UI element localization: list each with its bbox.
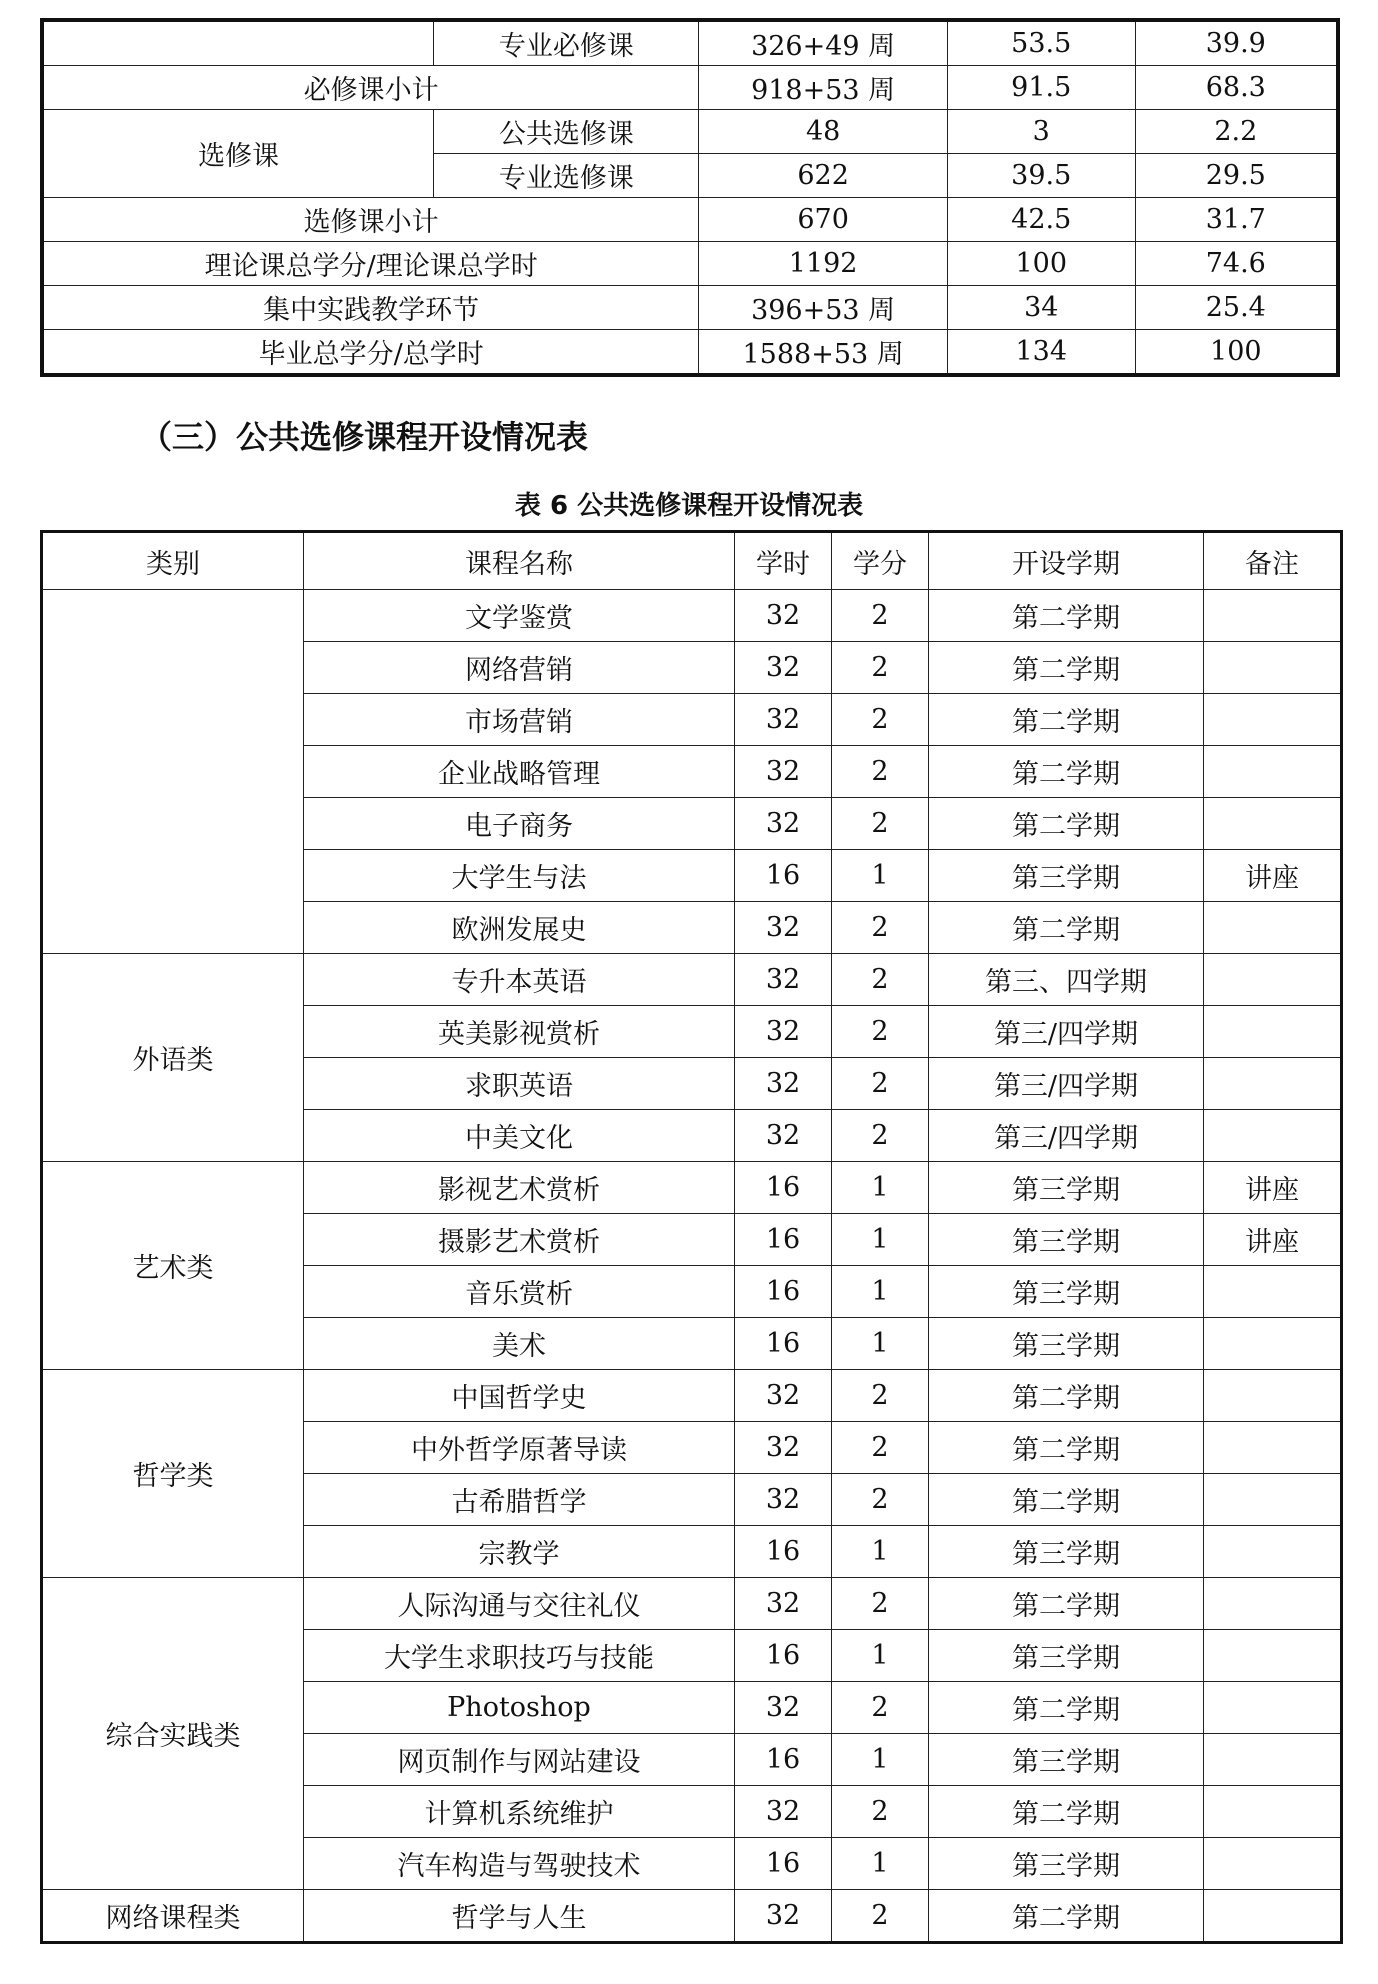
note-cell [1204,1890,1342,1943]
hours-cell: 32 [735,694,832,746]
note-cell: 讲座 [1204,850,1342,902]
note-cell [1204,1318,1342,1370]
category-cell: 外语类 [42,954,304,1162]
hours-cell: 326+49 周 [699,20,948,66]
hours-cell: 16 [735,1734,832,1786]
course-name-cell: 哲学与人生 [304,1890,735,1943]
hours-cell: 32 [735,1890,832,1943]
credits-cell: 134 [947,330,1135,376]
hours-cell: 32 [735,798,832,850]
credits-cell: 2 [832,746,929,798]
credits-cell: 1 [832,1266,929,1318]
term-cell: 第三学期 [929,1734,1204,1786]
hours-cell: 16 [735,1318,832,1370]
course-name-cell: 专升本英语 [304,954,735,1006]
note-cell [1204,1578,1342,1630]
hours-cell: 16 [735,1526,832,1578]
course-name-cell: 网页制作与网站建设 [304,1734,735,1786]
term-cell: 第二学期 [929,1422,1204,1474]
note-cell [1204,1370,1342,1422]
term-cell: 第三/四学期 [929,1058,1204,1110]
table-row [42,1890,1342,1943]
credits-cell: 1 [832,1630,929,1682]
credits-cell: 91.5 [947,66,1135,110]
term-cell: 第三学期 [929,1838,1204,1890]
table-row [42,330,1338,376]
hours-cell: 670 [699,198,948,242]
credits-cell: 3 [947,110,1135,154]
hours-cell: 32 [735,1786,832,1838]
subcategory-cell: 专业选修课 [434,154,699,198]
term-cell: 第三、四学期 [929,954,1204,1006]
section-heading: （三）公共选修课程开设情况表 [140,418,589,456]
note-cell [1204,1838,1342,1890]
term-cell: 第二学期 [929,642,1204,694]
hours-cell: 1192 [699,242,948,286]
term-cell: 第二学期 [929,1474,1204,1526]
row-label: 毕业总学分/总学时 [42,330,699,376]
percent-cell: 31.7 [1135,198,1338,242]
category-cell: 综合实践类 [42,1578,304,1890]
hours-cell: 32 [735,1006,832,1058]
table-caption: 表 6 公共选修课程开设情况表 [514,491,864,521]
hours-cell: 16 [735,1162,832,1214]
course-name-cell: 市场营销 [304,694,735,746]
hours-cell: 918+53 周 [699,66,948,110]
course-name-cell: 中国哲学史 [304,1370,735,1422]
term-cell: 第三学期 [929,1266,1204,1318]
course-name-cell: 电子商务 [304,798,735,850]
note-cell [1204,1474,1342,1526]
course-name-cell: 文学鉴赏 [304,590,735,642]
percent-cell: 100 [1135,330,1338,376]
credits-cell: 1 [832,1838,929,1890]
hours-cell: 622 [699,154,948,198]
note-cell [1204,798,1342,850]
hours-cell: 1588+53 周 [699,330,948,376]
table-row [42,66,1338,110]
course-name-cell: Photoshop [304,1682,735,1734]
percent-cell: 68.3 [1135,66,1338,110]
term-cell: 第三/四学期 [929,1110,1204,1162]
term-cell: 第二学期 [929,746,1204,798]
course-name-cell: 大学生求职技巧与技能 [304,1630,735,1682]
note-cell [1204,590,1342,642]
credits-cell: 2 [832,590,929,642]
category-cell [42,590,304,954]
column-header: 开设学期 [929,532,1204,590]
note-cell [1204,642,1342,694]
credits-cell: 2 [832,1682,929,1734]
hours-cell: 48 [699,110,948,154]
hours-cell: 16 [735,1214,832,1266]
hours-cell: 32 [735,902,832,954]
note-cell [1204,1006,1342,1058]
term-cell: 第三学期 [929,1630,1204,1682]
credits-cell: 39.5 [947,154,1135,198]
table-row [42,286,1338,330]
credits-cell: 2 [832,902,929,954]
course-name-cell: 宗教学 [304,1526,735,1578]
percent-cell: 2.2 [1135,110,1338,154]
table-row [42,198,1338,242]
term-cell: 第三/四学期 [929,1006,1204,1058]
hours-cell: 32 [735,1422,832,1474]
credits-cell: 2 [832,1422,929,1474]
percent-cell: 74.6 [1135,242,1338,286]
course-name-cell: 摄影艺术赏析 [304,1214,735,1266]
credits-cell: 2 [832,1006,929,1058]
row-label: 集中实践教学环节 [42,286,699,330]
category-cell: 哲学类 [42,1370,304,1578]
course-name-cell: 音乐赏析 [304,1266,735,1318]
category-cell: 艺术类 [42,1162,304,1370]
course-name-cell: 大学生与法 [304,850,735,902]
term-cell: 第二学期 [929,590,1204,642]
course-name-cell: 中外哲学原著导读 [304,1422,735,1474]
course-name-cell: 汽车构造与驾驶技术 [304,1838,735,1890]
note-cell [1204,1734,1342,1786]
table-row [42,1162,1342,1214]
credits-cell: 2 [832,1474,929,1526]
percent-cell: 25.4 [1135,286,1338,330]
table-row [42,1370,1342,1422]
credits-cell: 1 [832,1734,929,1786]
term-cell: 第三学期 [929,1318,1204,1370]
subcategory-cell: 公共选修课 [434,110,699,154]
note-cell [1204,1110,1342,1162]
credits-cell: 1 [832,1214,929,1266]
term-cell: 第二学期 [929,1370,1204,1422]
hours-cell: 16 [735,1838,832,1890]
note-cell [1204,1682,1342,1734]
course-name-cell: 企业战略管理 [304,746,735,798]
credits-cell: 100 [947,242,1135,286]
hours-cell: 16 [735,1266,832,1318]
category-cell: 选修课 [42,110,434,198]
hours-cell: 32 [735,1110,832,1162]
hours-cell: 32 [735,1370,832,1422]
course-name-cell: 中美文化 [304,1110,735,1162]
hours-cell: 32 [735,1682,832,1734]
term-cell: 第二学期 [929,1786,1204,1838]
course-name-cell: 影视艺术赏析 [304,1162,735,1214]
credits-cell: 53.5 [947,20,1135,66]
hours-cell: 32 [735,1578,832,1630]
course-name-cell: 计算机系统维护 [304,1786,735,1838]
table-row [42,110,1338,154]
table-row [42,20,1338,66]
column-header: 类别 [42,532,304,590]
note-cell [1204,1786,1342,1838]
column-header: 学分 [832,532,929,590]
credits-cell: 1 [832,1318,929,1370]
table-row [42,242,1338,286]
note-cell [1204,902,1342,954]
credits-cell: 2 [832,1578,929,1630]
subcategory-cell: 专业必修课 [434,20,699,66]
hours-cell: 16 [735,1630,832,1682]
term-cell: 第三学期 [929,1214,1204,1266]
course-name-cell: 美术 [304,1318,735,1370]
hours-cell: 396+53 周 [699,286,948,330]
note-cell [1204,1266,1342,1318]
course-name-cell: 英美影视赏析 [304,1006,735,1058]
term-cell: 第二学期 [929,902,1204,954]
category-cell: 网络课程类 [42,1890,304,1943]
course-name-cell: 网络营销 [304,642,735,694]
hours-cell: 32 [735,642,832,694]
credits-cell: 2 [832,1890,929,1943]
table-row [42,590,1342,642]
course-name-cell: 人际沟通与交往礼仪 [304,1578,735,1630]
term-cell: 第二学期 [929,1890,1204,1943]
credit-summary-table [40,18,1340,377]
column-header: 学时 [735,532,832,590]
public-elective-course-table [40,530,1343,1944]
term-cell: 第三学期 [929,1526,1204,1578]
note-cell [1204,1526,1342,1578]
header-row [42,532,1342,590]
table-row [42,954,1342,1006]
term-cell: 第二学期 [929,694,1204,746]
credits-cell: 34 [947,286,1135,330]
note-cell [1204,694,1342,746]
column-header: 课程名称 [304,532,735,590]
credits-cell: 2 [832,694,929,746]
note-cell [1204,1630,1342,1682]
row-label: 选修课小计 [42,198,699,242]
credits-cell: 2 [832,798,929,850]
note-cell [1204,954,1342,1006]
hours-cell: 32 [735,746,832,798]
percent-cell: 39.9 [1135,20,1338,66]
note-cell: 讲座 [1204,1162,1342,1214]
table-row [42,1578,1342,1630]
credits-cell: 2 [832,1058,929,1110]
hours-cell: 32 [735,1058,832,1110]
credits-cell: 2 [832,1110,929,1162]
course-name-cell: 求职英语 [304,1058,735,1110]
hours-cell: 16 [735,850,832,902]
term-cell: 第二学期 [929,1682,1204,1734]
row-label: 理论课总学分/理论课总学时 [42,242,699,286]
note-cell [1204,1422,1342,1474]
term-cell: 第三学期 [929,1162,1204,1214]
credits-cell: 1 [832,1526,929,1578]
credits-cell: 2 [832,1786,929,1838]
course-name-cell: 古希腊哲学 [304,1474,735,1526]
term-cell: 第三学期 [929,850,1204,902]
credits-cell: 1 [832,1162,929,1214]
course-table-body [42,590,1342,1943]
note-cell [1204,746,1342,798]
credits-cell: 2 [832,954,929,1006]
credits-cell: 2 [832,642,929,694]
course-name-cell: 欧洲发展史 [304,902,735,954]
percent-cell: 29.5 [1135,154,1338,198]
note-cell: 讲座 [1204,1214,1342,1266]
credits-cell: 42.5 [947,198,1135,242]
hours-cell: 32 [735,954,832,1006]
category-cell [42,20,434,66]
note-cell [1204,1058,1342,1110]
term-cell: 第二学期 [929,1578,1204,1630]
row-label: 必修课小计 [42,66,699,110]
credits-cell: 1 [832,850,929,902]
hours-cell: 32 [735,1474,832,1526]
hours-cell: 32 [735,590,832,642]
term-cell: 第二学期 [929,798,1204,850]
credits-cell: 2 [832,1370,929,1422]
column-header: 备注 [1204,532,1342,590]
